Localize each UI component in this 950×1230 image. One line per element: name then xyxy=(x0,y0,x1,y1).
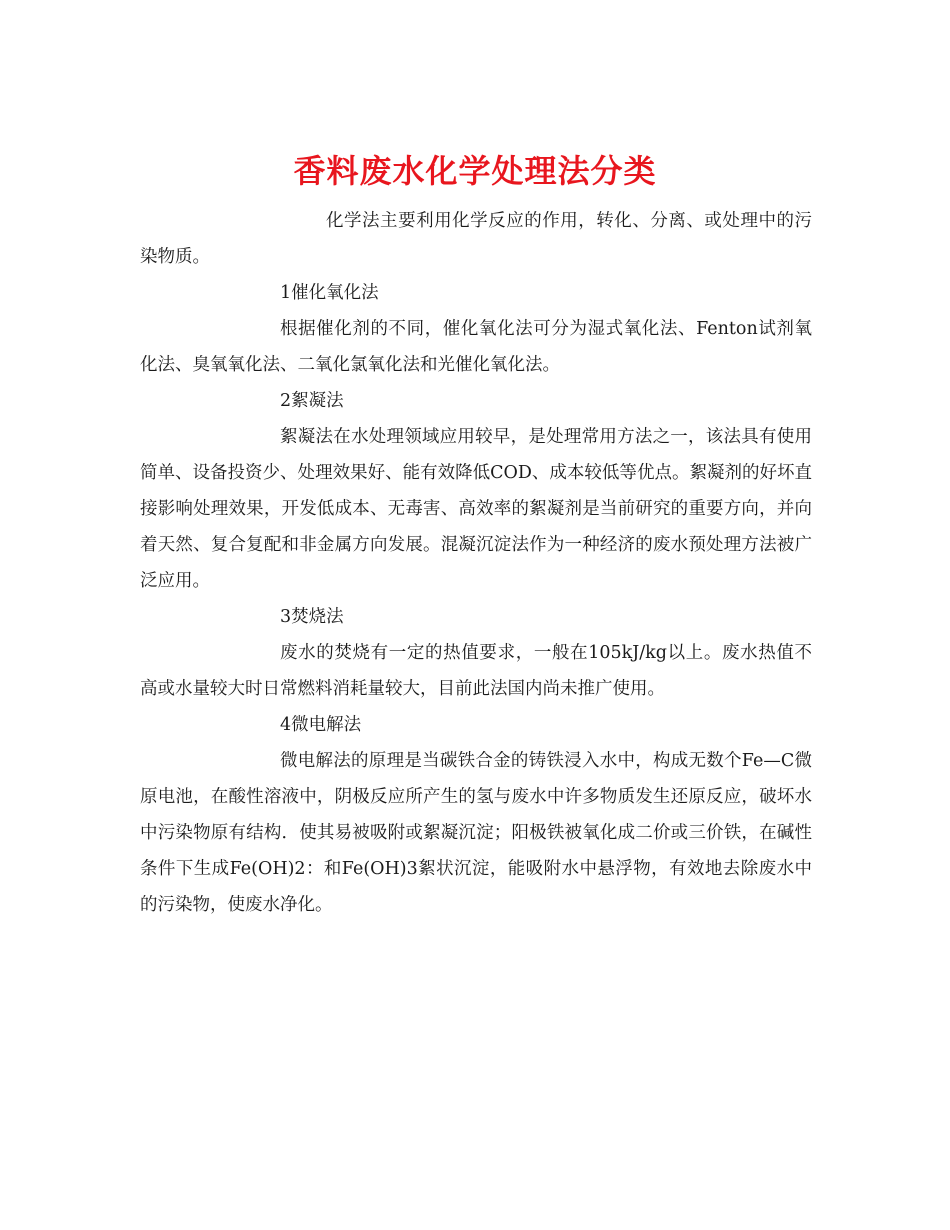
section-body-flocculation: 絮凝法在水处理领域应用较早，是处理常用方法之一，该法具有使用简单、设备投资少、处理效果好、能有效降低COD、成本较低等优点。絮凝剂的好坏直接影响处理效果，开发低成本、无毒害、高效率的絮凝剂是当前研究的重要方向，并向着天然、复合复配和非金属方向发展。混凝沉淀法作为一种经济的废水预处理方法被广泛应用。 xyxy=(140,427,812,591)
section-body-incineration: 废水的焚烧有一定的热值要求，一般在105kJ/kg以上。废水热值不高或水量较大时日常燃料消耗量较大，目前此法国内尚未推广使用。 xyxy=(140,643,812,699)
document-title: 香料废水化学处理法分类 xyxy=(293,152,657,191)
section-heading-incineration: 3焚烧法 xyxy=(280,607,344,627)
section-heading-micro-electrolysis: 4微电解法 xyxy=(280,715,362,735)
section-heading-catalytic-oxidation: 1催化氧化法 xyxy=(280,283,379,303)
section-body-catalytic-oxidation: 根据催化剂的不同，催化氧化法可分为湿式氧化法、Fenton试剂氧化法、臭氧氧化法、二氧化氯氧化法和光催化氧化法。 xyxy=(140,319,812,375)
section-body-micro-electrolysis: 微电解法的原理是当碳铁合金的铸铁浸入水中，构成无数个Fe—C微原电池，在酸性溶液中，阴极反应所产生的氢与废水中许多物质发生还原反应，破坏水中污染物原有结构．使其易被吸附或絮凝沉淀；阳极铁被氧化成二价或三价铁，在碱性条件下生成Fe(OH)2：和Fe(OH)3絮状沉淀，能吸附水中悬浮物，有效地去除废水中的污染物，使废水净化。 xyxy=(140,751,812,915)
intro-paragraph: 化学法主要利用化学反应的作用，转化、分离、或处理中的污染物质。 xyxy=(140,211,812,267)
document-body xyxy=(140,203,812,923)
section-heading-flocculation: 2絮凝法 xyxy=(280,391,344,411)
